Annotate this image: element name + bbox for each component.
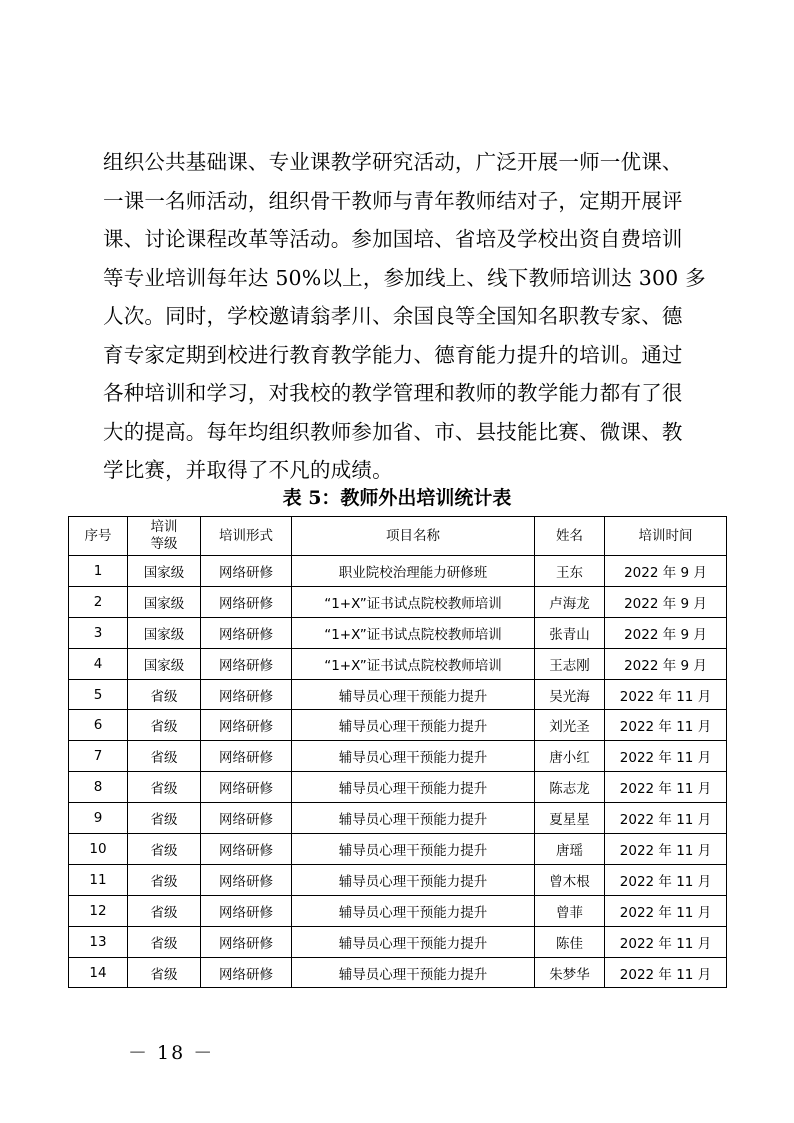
- cell-seq: 2: [69, 586, 128, 617]
- table-row: [69, 648, 727, 679]
- cell-form: 网络研修: [201, 741, 292, 772]
- body-paragraph: [103, 143, 706, 490]
- cell-form: 网络研修: [201, 926, 292, 957]
- header-project: 项目名称: [292, 517, 535, 556]
- paragraph-line: 等专业培训每年达 50%以上，参加线上、线下教师培训达 300 多: [103, 265, 706, 290]
- training-statistics-table: [68, 516, 727, 988]
- header-level-label: 培训等级: [150, 519, 178, 552]
- cell-project: 辅导员心理干预能力提升: [292, 895, 535, 926]
- paragraph-line: 各种培训和学习，对我校的教学管理和教师的教学能力都有了很: [103, 381, 683, 405]
- cell-form: 网络研修: [201, 556, 292, 587]
- header-level: [128, 517, 201, 556]
- cell-seq: 13: [69, 926, 128, 957]
- cell-seq: 1: [69, 556, 128, 587]
- cell-time: 2022 年 11 月: [605, 741, 727, 772]
- cell-seq: 3: [69, 617, 128, 648]
- page-number: － 18 －: [128, 1042, 215, 1064]
- table-body: [69, 556, 727, 988]
- cell-time: 2022 年 9 月: [605, 648, 727, 679]
- cell-project: 辅导员心理干预能力提升: [292, 710, 535, 741]
- table-row: [69, 772, 727, 803]
- cell-form: 网络研修: [201, 957, 292, 988]
- cell-project: 辅导员心理干预能力提升: [292, 957, 535, 988]
- cell-project: 辅导员心理干预能力提升: [292, 864, 535, 895]
- cell-level: 省级: [128, 864, 201, 895]
- cell-project: 辅导员心理干预能力提升: [292, 834, 535, 865]
- cell-time: 2022 年 11 月: [605, 679, 727, 710]
- cell-level: 省级: [128, 834, 201, 865]
- cell-name: 张青山: [535, 617, 605, 648]
- cell-time: 2022 年 9 月: [605, 586, 727, 617]
- cell-time: 2022 年 11 月: [605, 710, 727, 741]
- cell-project: 辅导员心理干预能力提升: [292, 803, 535, 834]
- paragraph-line: 人次。同时，学校邀请翁孝川、余国良等全国知名职教专家、德: [103, 304, 683, 328]
- cell-form: 网络研修: [201, 864, 292, 895]
- cell-form: 网络研修: [201, 803, 292, 834]
- cell-name: 朱梦华: [535, 957, 605, 988]
- cell-project: 辅导员心理干预能力提升: [292, 926, 535, 957]
- cell-form: 网络研修: [201, 617, 292, 648]
- cell-level: 省级: [128, 895, 201, 926]
- cell-form: 网络研修: [201, 586, 292, 617]
- cell-level: 省级: [128, 679, 201, 710]
- cell-project: 辅导员心理干预能力提升: [292, 772, 535, 803]
- cell-seq: 11: [69, 864, 128, 895]
- cell-time: 2022 年 11 月: [605, 926, 727, 957]
- cell-name: 吴光海: [535, 679, 605, 710]
- cell-level: 省级: [128, 926, 201, 957]
- table-row: [69, 834, 727, 865]
- cell-seq: 8: [69, 772, 128, 803]
- cell-name: 曾木根: [535, 864, 605, 895]
- cell-form: 网络研修: [201, 772, 292, 803]
- cell-project: “1+X”证书试点院校教师培训: [292, 617, 535, 648]
- paragraph-line: 组织公共基础课、专业课教学研究活动，广泛开展一师一优课、: [103, 150, 683, 174]
- cell-seq: 10: [69, 834, 128, 865]
- cell-form: 网络研修: [201, 834, 292, 865]
- cell-level: 国家级: [128, 586, 201, 617]
- cell-level: 国家级: [128, 556, 201, 587]
- table-row: [69, 586, 727, 617]
- cell-form: 网络研修: [201, 679, 292, 710]
- table-row: [69, 556, 727, 587]
- table-row: [69, 803, 727, 834]
- header-form: 培训形式: [201, 517, 292, 556]
- cell-name: 陈佳: [535, 926, 605, 957]
- table-row: [69, 895, 727, 926]
- cell-name: 刘光圣: [535, 710, 605, 741]
- cell-level: 省级: [128, 772, 201, 803]
- cell-seq: 7: [69, 741, 128, 772]
- cell-name: 曾菲: [535, 895, 605, 926]
- header-seq: 序号: [69, 517, 128, 556]
- cell-seq: 14: [69, 957, 128, 988]
- paragraph-line: 课、讨论课程改革等活动。参加国培、省培及学校出资自费培训: [103, 227, 683, 251]
- table-row: [69, 926, 727, 957]
- cell-level: 省级: [128, 957, 201, 988]
- cell-seq: 5: [69, 679, 128, 710]
- cell-level: 国家级: [128, 617, 201, 648]
- table-row: [69, 864, 727, 895]
- table-row: [69, 741, 727, 772]
- cell-level: 省级: [128, 803, 201, 834]
- cell-form: 网络研修: [201, 710, 292, 741]
- cell-time: 2022 年 11 月: [605, 864, 727, 895]
- cell-form: 网络研修: [201, 648, 292, 679]
- cell-project: “1+X”证书试点院校教师培训: [292, 586, 535, 617]
- cell-project: “1+X”证书试点院校教师培训: [292, 648, 535, 679]
- cell-seq: 12: [69, 895, 128, 926]
- cell-name: 卢海龙: [535, 586, 605, 617]
- cell-time: 2022 年 11 月: [605, 895, 727, 926]
- paragraph-line: 大的提高。每年均组织教师参加省、市、县技能比赛、微课、教: [103, 419, 683, 444]
- paragraph-line: 一课一名师活动，组织骨干教师与青年教师结对子，定期开展评: [103, 188, 683, 213]
- table-row: [69, 957, 727, 988]
- cell-time: 2022 年 11 月: [605, 957, 727, 988]
- cell-level: 省级: [128, 710, 201, 741]
- cell-name: 王东: [535, 556, 605, 587]
- cell-project: 职业院校治理能力研修班: [292, 556, 535, 587]
- cell-time: 2022 年 11 月: [605, 803, 727, 834]
- cell-name: 陈志龙: [535, 772, 605, 803]
- table-row: [69, 679, 727, 710]
- cell-seq: 4: [69, 648, 128, 679]
- cell-name: 夏星星: [535, 803, 605, 834]
- cell-seq: 6: [69, 710, 128, 741]
- cell-project: 辅导员心理干预能力提升: [292, 679, 535, 710]
- table-title: 表 5：教师外出培训统计表: [282, 487, 512, 509]
- cell-time: 2022 年 9 月: [605, 617, 727, 648]
- table-row: [69, 710, 727, 741]
- cell-time: 2022 年 11 月: [605, 834, 727, 865]
- header-time: 培训时间: [605, 517, 727, 556]
- table-header-row: [69, 517, 727, 556]
- cell-level: 省级: [128, 741, 201, 772]
- cell-name: 唐瑶: [535, 834, 605, 865]
- cell-form: 网络研修: [201, 895, 292, 926]
- cell-level: 国家级: [128, 648, 201, 679]
- cell-time: 2022 年 11 月: [605, 772, 727, 803]
- cell-name: 唐小红: [535, 741, 605, 772]
- paragraph-line: 学比赛，并取得了不凡的成绩。: [103, 458, 393, 482]
- table-row: [69, 617, 727, 648]
- header-name: 姓名: [535, 517, 605, 556]
- cell-project: 辅导员心理干预能力提升: [292, 741, 535, 772]
- cell-time: 2022 年 9 月: [605, 556, 727, 587]
- cell-seq: 9: [69, 803, 128, 834]
- paragraph-line: 育专家定期到校进行教育教学能力、德育能力提升的培训。通过: [103, 342, 683, 367]
- cell-name: 王志刚: [535, 648, 605, 679]
